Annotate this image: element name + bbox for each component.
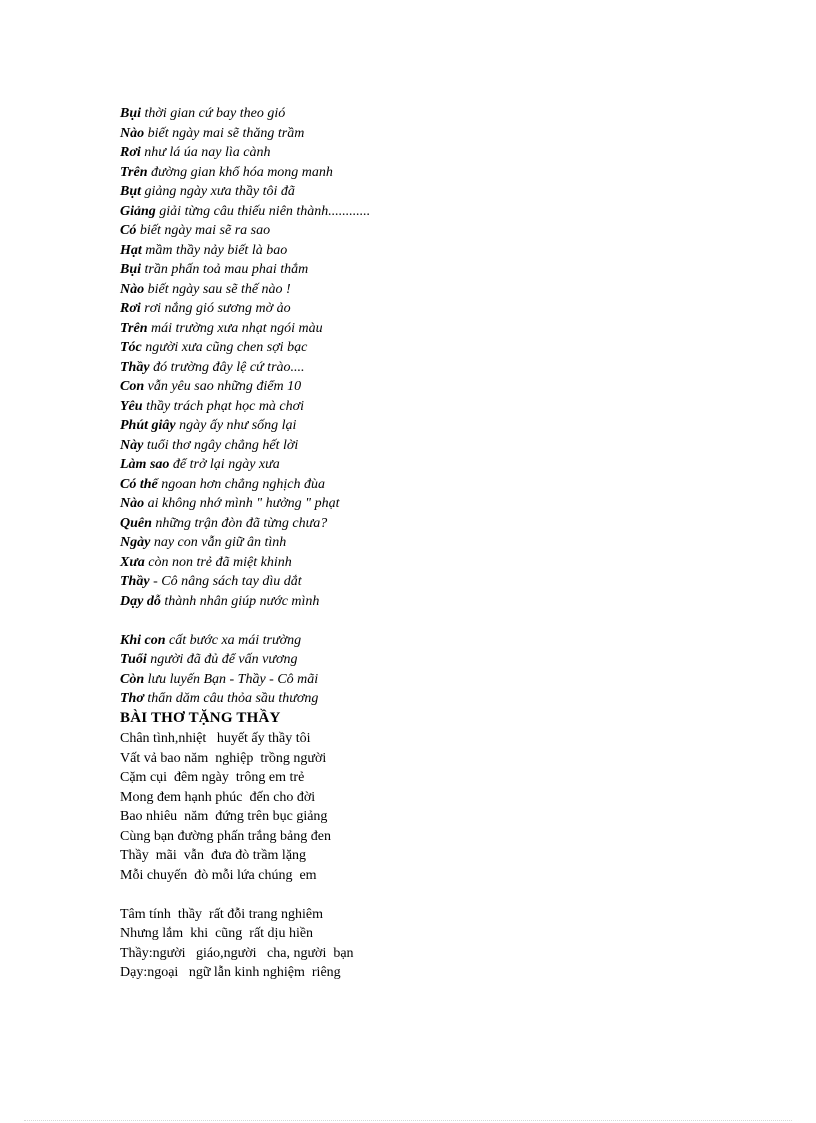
poem-line-text: người đã đủ để vấn vương [146, 652, 298, 667]
poem-line-text: biết ngày mai sẽ ra sao [136, 223, 271, 238]
poem-two-stanza-1 [120, 729, 354, 885]
poem-line [120, 553, 370, 573]
poem-line-lead-word: Trên [120, 164, 148, 180]
poem-line-text: rơi nắng gió sương mờ ảo [140, 301, 291, 316]
poem-line [120, 124, 370, 144]
poem-one-stanza-2 [120, 631, 370, 709]
poem-line [120, 631, 370, 651]
poem-line-text: thời gian cứ bay theo gió [141, 106, 286, 121]
poem-line-text: giải từng câu thiếu niên thành............ [155, 203, 371, 219]
poem-line-text: giảng ngày xưa thầy tôi đã [141, 184, 295, 199]
poem-line-lead-word: Dạy dỗ [120, 593, 161, 609]
poem-line-lead-word: Con [120, 379, 145, 394]
poem-line: Mong đem hạnh phúc đến cho đời [120, 789, 316, 805]
stanza-gap [120, 885, 354, 905]
poem-line [120, 592, 370, 612]
poem-line [120, 319, 370, 339]
poem-line-lead-word: Hạt [120, 242, 142, 258]
poem-line-text: biết ngày mai sẽ thăng trầm [144, 125, 305, 141]
poem-line [120, 475, 370, 495]
poem-line-lead-word: Nào [120, 125, 145, 141]
poem-line [120, 514, 370, 534]
poem-line-lead-word: Bụi [120, 106, 142, 121]
poem-line [120, 572, 370, 592]
poem-one [120, 104, 370, 709]
poem-line: Bao nhiêu năm đứng trên bục giảng [120, 809, 328, 824]
poem-line [120, 280, 370, 300]
poem-line [120, 689, 370, 709]
poem-line-lead-word: Có [120, 223, 137, 238]
poem-line: Thầy:người giáo,người cha, người bạn [120, 945, 354, 961]
poem-line [120, 338, 370, 358]
poem-line-text: đường gian khổ hóa mong manh [147, 164, 333, 180]
poem-line [120, 533, 370, 553]
poem-line-text: những trận đòn đã từng chưa? [151, 515, 328, 531]
poem-line: Thầy mãi vẫn đưa đò trầm lặng [120, 848, 307, 863]
poem-line-lead-word: Thơ [120, 691, 144, 706]
poem-line [120, 455, 370, 475]
poem-line [120, 299, 370, 319]
poem-line-text: nay con vẫn giữ ân tình [150, 535, 287, 550]
poem-line: Cặm cụi đêm ngày trông em trẻ [120, 770, 305, 785]
poem-line [120, 241, 370, 261]
poem-line [120, 202, 370, 222]
poem-line-text: để trở lại ngày xưa [169, 457, 280, 472]
poem-line-text: thẩn dăm câu thỏa sầu thương [143, 691, 319, 706]
poem-line-lead-word: Tóc [120, 340, 142, 355]
poem-two [120, 729, 354, 983]
poem-line-lead-word: Tuổi [120, 652, 147, 667]
poem-line-text: ai không nhớ mình " hưởng " phạt [144, 496, 340, 511]
poem-line-lead-word: Quên [120, 515, 152, 531]
poem-line: Dạy:ngoại ngữ lẫn kinh nghiệm riêng [120, 965, 341, 980]
poem-line-lead-word: Yêu [120, 398, 143, 414]
poem-line-text: như lá úa nay lìa cành [140, 145, 271, 160]
poem-line: Mỗi chuyến đò mỗi lứa chúng em [120, 867, 317, 883]
poem-line-text: trần phấn toả mau phai thắm [141, 262, 309, 277]
poem-line-lead-word: Bụi [120, 262, 142, 277]
page-bottom-rule [24, 1120, 792, 1121]
poem-line [120, 163, 370, 183]
poem-line-lead-word: Bụt [120, 184, 142, 199]
poem-line [120, 494, 370, 514]
poem-line-lead-word: Rơi [120, 145, 141, 160]
poem-line [120, 358, 370, 378]
poem-line-lead-word: Này [120, 437, 144, 453]
poem-line-lead-word: Xưa [120, 554, 145, 570]
poem-line [120, 416, 370, 436]
poem-line: Tâm tính thầy rất đỗi trang nghiêm [120, 906, 323, 922]
poem-line-text: - Cô nâng sách tay dìu dắt [149, 574, 302, 589]
poem-line-text: còn non trẻ đã miệt khinh [144, 554, 292, 570]
poem-line [120, 260, 370, 280]
poem-line-text: ngoan hơn chẳng nghịch đùa [157, 476, 326, 492]
poem-line [120, 221, 370, 241]
poem-line-text: người xưa cũng chen sợi bạc [141, 340, 308, 355]
poem-line [120, 436, 370, 456]
poem-line-lead-word: Giảng [120, 203, 156, 219]
poem-line-lead-word: Phút giây [120, 418, 176, 433]
poem-line: Vất vả bao năm nghiệp trồng người [120, 750, 327, 766]
poem-line-text: cất bước xa mái trường [165, 632, 302, 648]
poem-line-text: mầm thầy nảy biết là bao [141, 242, 288, 258]
poem-line-text: mái trường xưa nhạt ngói màu [147, 320, 323, 336]
poem-line-text: lưu luyến Bạn - Thầy - Cô mãi [144, 671, 319, 687]
poem-line [120, 670, 370, 690]
poem-line-text: đó trường đây lệ cứ trào.... [149, 359, 305, 375]
poem-line-lead-word: Thầy [120, 359, 150, 375]
poem-line [120, 182, 370, 202]
poem-line-lead-word: Trên [120, 320, 148, 336]
poem-line-lead-word: Khi con [120, 632, 166, 648]
poem-line-lead-word: Nào [120, 281, 145, 297]
poem-one-stanza-1 [120, 104, 370, 611]
stanza-gap [120, 611, 370, 631]
poem-line: Chân tình,nhiệt huyết ấy thầy tôi [120, 731, 311, 746]
poem-line-lead-word: Nào [120, 496, 145, 511]
poem-line [120, 104, 370, 124]
poem-line-lead-word: Rơi [120, 301, 141, 316]
poem-title: BÀI THƠ TẶNG THẦY [120, 710, 281, 726]
poem-line [120, 650, 370, 670]
poem-line [120, 397, 370, 417]
poem-line-text: tuổi thơ ngây chẳng hết lời [143, 437, 299, 453]
poem-line [120, 143, 370, 163]
poem-line-lead-word: Có thể [120, 476, 158, 492]
poem-line-text: thành nhân giúp nước mình [160, 593, 320, 609]
poem-line-text: thầy trách phạt học mà chơi [142, 398, 305, 414]
poem-line-lead-word: Làm sao [120, 457, 170, 472]
poem-line-text: vẫn yêu sao những điểm 10 [144, 379, 302, 394]
poem-line: Cùng bạn đường phấn trắng bảng đen [120, 828, 331, 844]
poem-two-stanza-2 [120, 905, 354, 983]
poem-line-lead-word: Còn [120, 671, 145, 687]
poem-line: Nhưng lắm khi cũng rất dịu hiền [120, 926, 314, 941]
poem-line-text: ngày ấy như sống lại [175, 418, 297, 433]
poem-line [120, 377, 370, 397]
poem-line-text: biết ngày sau sẽ thế nào ! [144, 281, 291, 297]
poem-line-lead-word: Thầy [120, 574, 150, 589]
poem-line-lead-word: Ngày [120, 535, 151, 550]
